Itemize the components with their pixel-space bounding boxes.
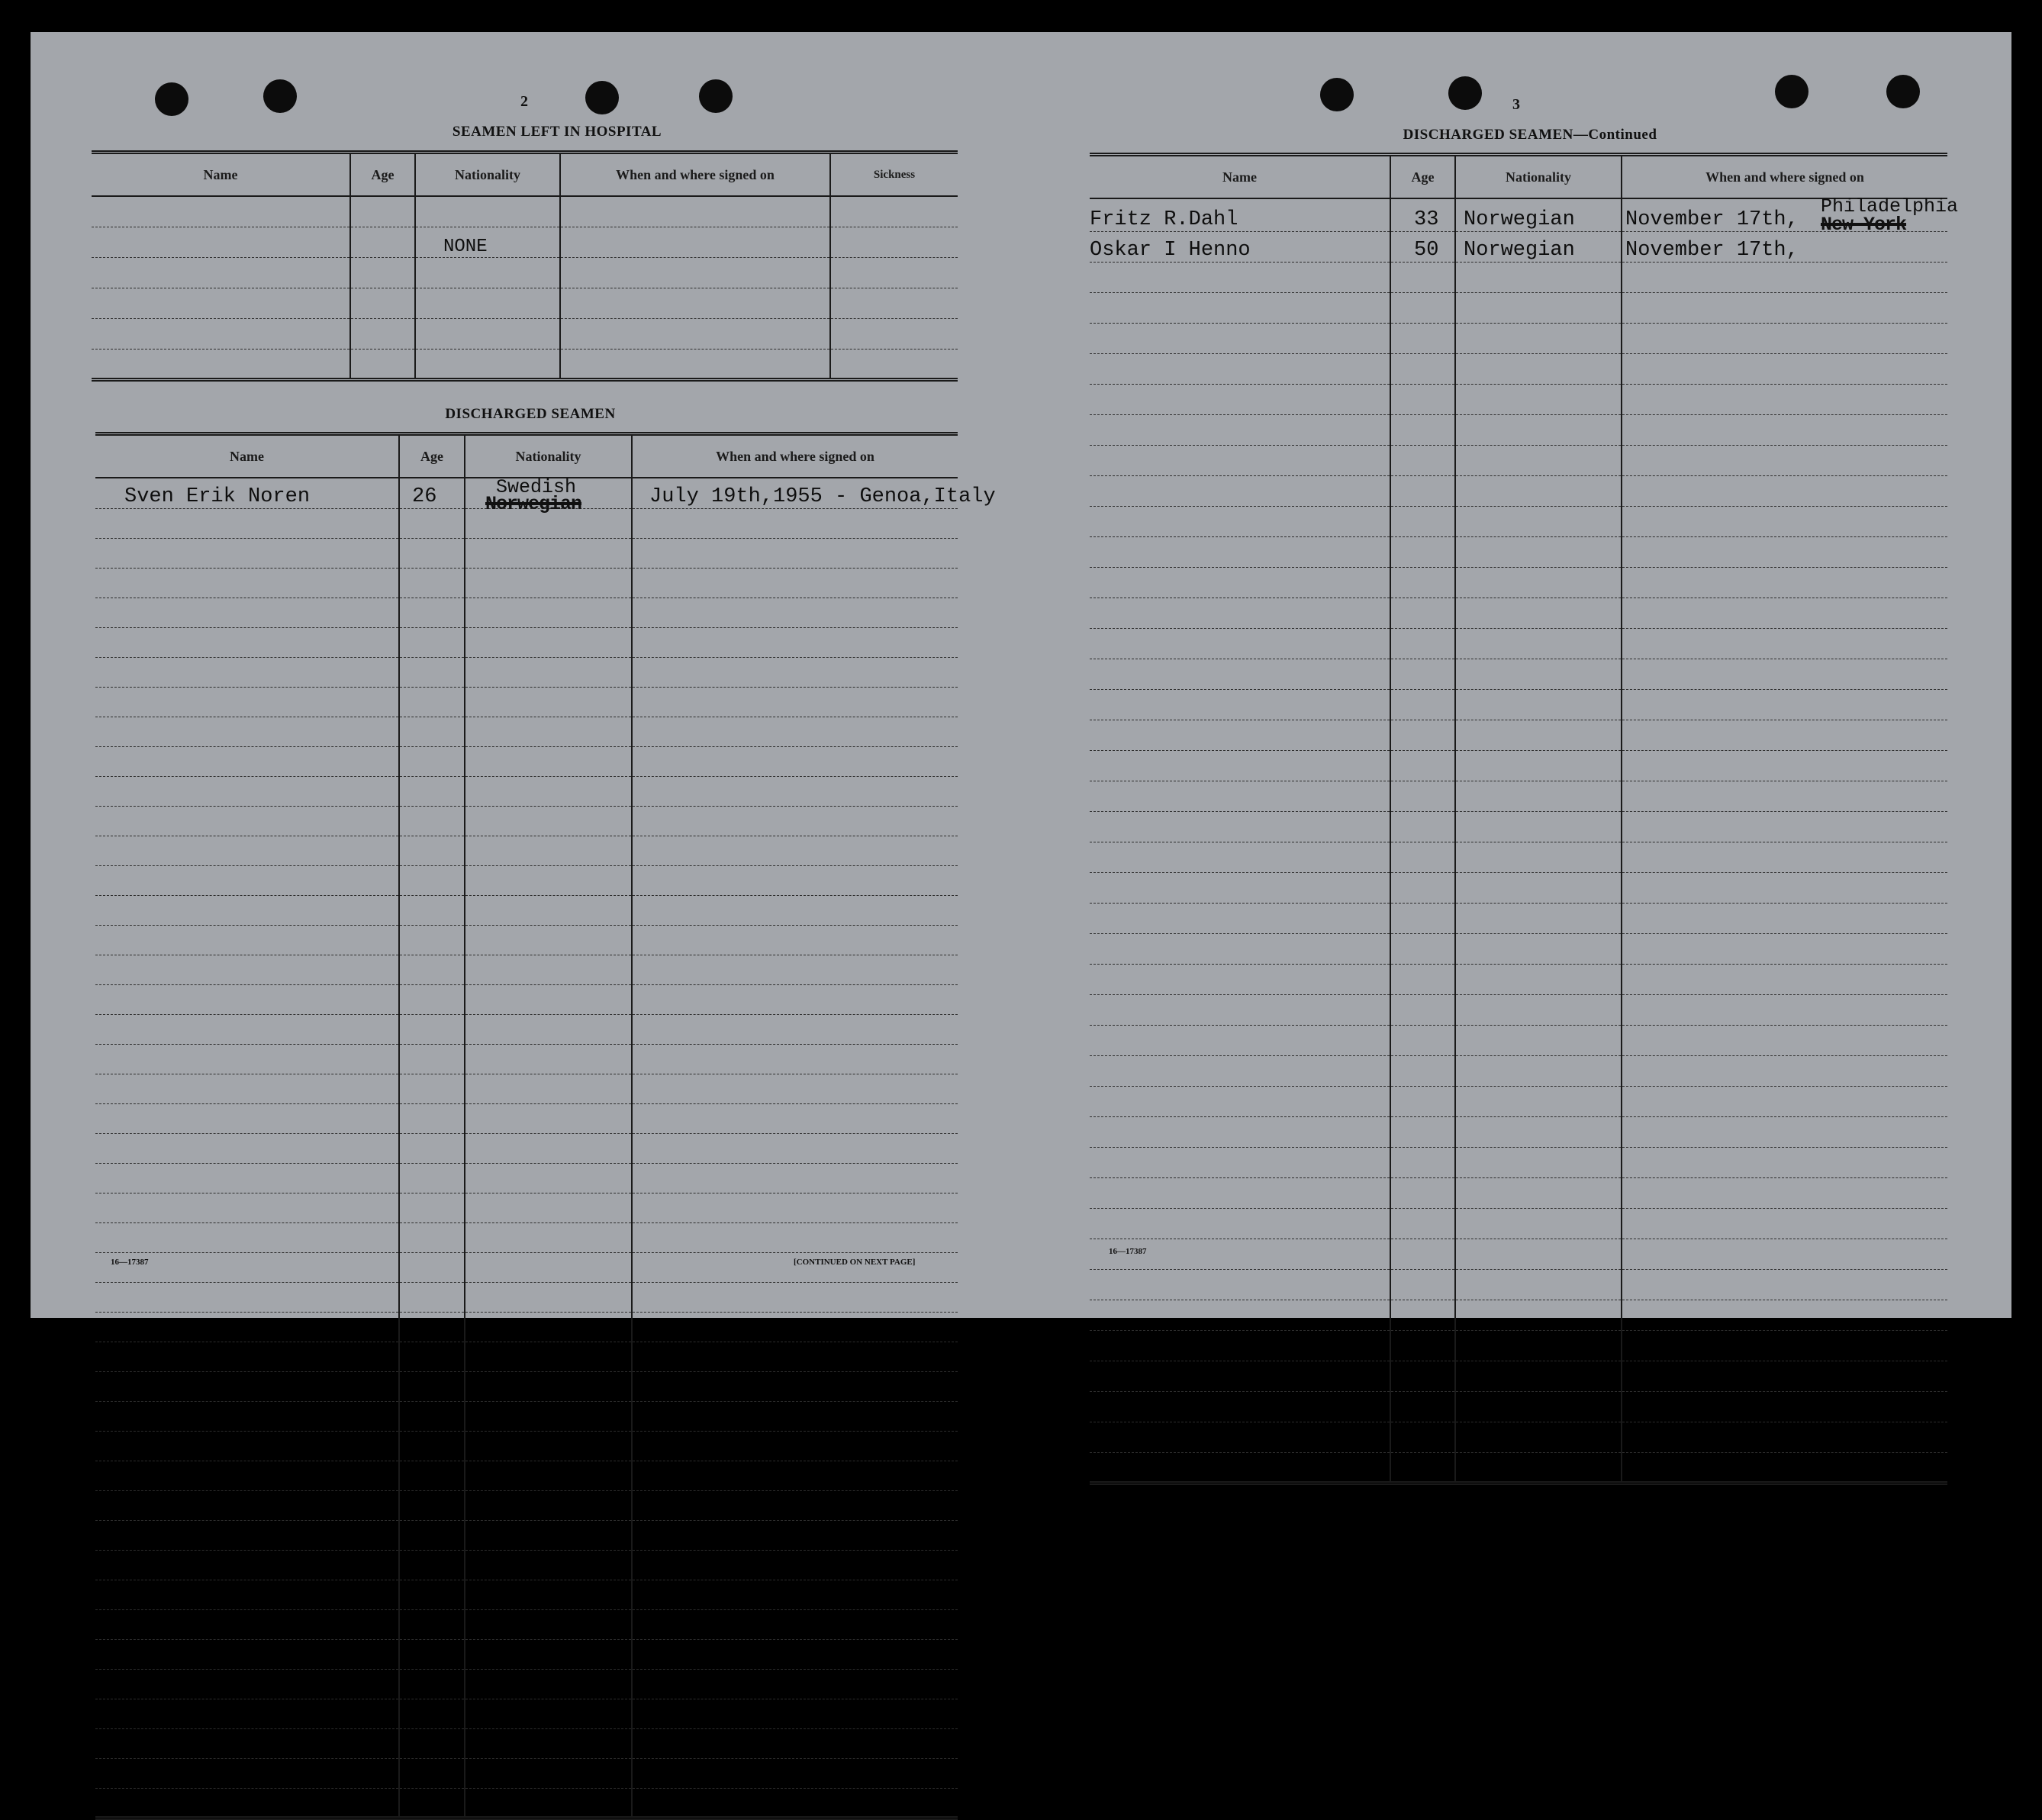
table-row	[1090, 689, 1947, 720]
column-header-nationality: Nationality	[415, 153, 560, 197]
table-row	[95, 1580, 958, 1609]
table-row	[1090, 1025, 1947, 1055]
table-row	[95, 1342, 958, 1371]
table-row	[92, 288, 958, 318]
table-row	[92, 196, 958, 227]
table-row	[95, 1699, 958, 1728]
table-row	[95, 1163, 958, 1193]
table-row	[1090, 323, 1947, 353]
column-header-signed-on: When and where signed on	[560, 153, 830, 197]
column-header-sickness: Sickness	[830, 153, 958, 197]
table-row	[1090, 1239, 1947, 1269]
table-row	[95, 1461, 958, 1490]
table-row	[1090, 506, 1947, 536]
column-header-age: Age	[399, 434, 465, 478]
place-correction: Philadelphia	[1821, 195, 1959, 217]
column-header-signed-on: When and where signed on	[632, 434, 958, 478]
table-row	[1090, 1147, 1947, 1177]
table-row	[92, 318, 958, 349]
table-row	[1090, 903, 1947, 933]
table-row	[1090, 1055, 1947, 1086]
table-row	[95, 687, 958, 717]
table-row	[1090, 1116, 1947, 1147]
table-row	[95, 1490, 958, 1520]
punch-hole	[1320, 78, 1354, 111]
table-row	[1090, 475, 1947, 506]
table-row	[95, 538, 958, 568]
table-row	[1090, 1269, 1947, 1300]
table-row	[95, 895, 958, 925]
table-row	[1090, 384, 1947, 414]
form-number: 16—17387	[1109, 1247, 1147, 1256]
punch-hole	[699, 79, 733, 113]
table-row	[95, 1074, 958, 1103]
table-row	[1090, 198, 1947, 231]
discharged-table	[95, 432, 996, 1820]
table-row	[1090, 292, 1947, 323]
seaman-nationality: Norwegian	[1455, 198, 1622, 231]
punch-hole	[1775, 75, 1808, 108]
page-number: 3	[1512, 96, 1520, 113]
table-row	[95, 1252, 958, 1282]
seaman-signed-on: November 17th,	[1622, 231, 1947, 262]
table-row	[92, 257, 958, 288]
table-row	[95, 1431, 958, 1461]
table-row	[95, 598, 958, 627]
punch-hole	[1886, 75, 1920, 108]
table-row	[1090, 414, 1947, 445]
table-row	[95, 984, 958, 1014]
table-row	[95, 717, 958, 746]
nationality-correction: Swedish	[496, 476, 577, 498]
column-header-name: Name	[92, 153, 350, 197]
table-row	[95, 776, 958, 806]
table-row	[95, 1014, 958, 1044]
table-row	[95, 955, 958, 984]
table-row	[1090, 750, 1947, 781]
table-row	[1090, 1177, 1947, 1208]
table-row	[95, 1222, 958, 1252]
column-header-name: Name	[95, 434, 399, 478]
table-row	[1090, 781, 1947, 811]
table-row	[95, 925, 958, 955]
table-row	[95, 1193, 958, 1222]
table-row	[1090, 1422, 1947, 1452]
seaman-age: 26	[399, 478, 465, 508]
punch-hole	[263, 79, 297, 113]
table-row	[1090, 659, 1947, 689]
table-row	[1090, 536, 1947, 567]
table-row	[95, 1758, 958, 1788]
form-number: 16—17387	[111, 1258, 149, 1267]
table-row	[95, 1550, 958, 1580]
table-row	[95, 1282, 958, 1312]
table-row	[1090, 567, 1947, 598]
table-row	[95, 865, 958, 895]
section-title: DISCHARGED SEAMEN	[445, 406, 616, 422]
table-row	[1090, 1208, 1947, 1239]
section-title: SEAMEN LEFT IN HOSPITAL	[452, 124, 662, 140]
column-header-signed-on: When and where signed on	[1622, 155, 1947, 199]
seaman-age: 33	[1390, 198, 1455, 231]
page-number: 2	[520, 93, 528, 110]
table-row	[1090, 598, 1947, 628]
column-header-age: Age	[1390, 155, 1455, 199]
table-row	[1090, 445, 1947, 475]
seaman-name: Oskar I Henno	[1090, 231, 1390, 262]
section-title: DISCHARGED SEAMEN—Continued	[1403, 127, 1657, 143]
table-row	[1090, 994, 1947, 1025]
column-header-nationality: Nationality	[465, 434, 632, 478]
table-row	[95, 1103, 958, 1133]
table-row	[95, 568, 958, 598]
table-row	[92, 349, 958, 379]
table-row	[1090, 262, 1947, 292]
table-row	[95, 1609, 958, 1639]
table-row	[1090, 1086, 1947, 1116]
seaman-name: Sven Erik Noren	[95, 478, 399, 508]
table-row	[1090, 1391, 1947, 1422]
table-row	[95, 1669, 958, 1699]
column-header-age: Age	[350, 153, 415, 197]
seaman-signed-on: November 17th,	[1622, 198, 1947, 231]
punch-hole	[1448, 76, 1482, 110]
table-row	[95, 1044, 958, 1074]
table-row	[95, 627, 958, 657]
column-header-nationality: Nationality	[1455, 155, 1622, 199]
table-row	[1090, 872, 1947, 903]
none-entry: NONE	[415, 227, 560, 257]
table-row	[95, 1371, 958, 1401]
seaman-name: Fritz R.Dahl	[1090, 198, 1390, 231]
punch-hole	[155, 82, 188, 116]
table-row	[95, 657, 958, 687]
table-row	[95, 836, 958, 865]
continued-note: [CONTINUED ON NEXT PAGE]	[794, 1258, 916, 1267]
struck-place: New York	[1821, 214, 1907, 236]
table-row	[92, 227, 958, 257]
table-row	[1090, 1330, 1947, 1361]
column-header-name: Name	[1090, 155, 1390, 199]
table-row	[1090, 628, 1947, 659]
seaman-age: 50	[1390, 231, 1455, 262]
table-row	[1090, 933, 1947, 964]
punch-hole	[585, 81, 619, 114]
table-row	[95, 1401, 958, 1431]
table-row	[95, 1788, 958, 1818]
seaman-signed-on: July 19th,1955 - Genoa,Italy	[632, 478, 958, 508]
table-row	[95, 1133, 958, 1163]
document-sheet	[31, 32, 2011, 1318]
table-row	[1090, 1300, 1947, 1330]
table-row	[1090, 1361, 1947, 1391]
discharged-continued-table	[1090, 153, 1947, 1485]
table-row	[95, 806, 958, 836]
table-row	[1090, 231, 1947, 262]
table-row	[95, 1520, 958, 1550]
struck-nationality: Norwegian	[485, 493, 582, 515]
table-row	[1090, 811, 1947, 842]
table-row	[95, 746, 958, 776]
table-row	[1090, 842, 1947, 872]
table-row	[1090, 720, 1947, 750]
table-row	[1090, 964, 1947, 994]
table-row	[1090, 1452, 1947, 1483]
table-row	[95, 1639, 958, 1669]
table-row	[95, 1728, 958, 1758]
seaman-nationality: Norwegian	[1455, 231, 1622, 262]
table-row	[1090, 353, 1947, 384]
table-row	[95, 1312, 958, 1342]
hospital-table	[92, 150, 958, 382]
